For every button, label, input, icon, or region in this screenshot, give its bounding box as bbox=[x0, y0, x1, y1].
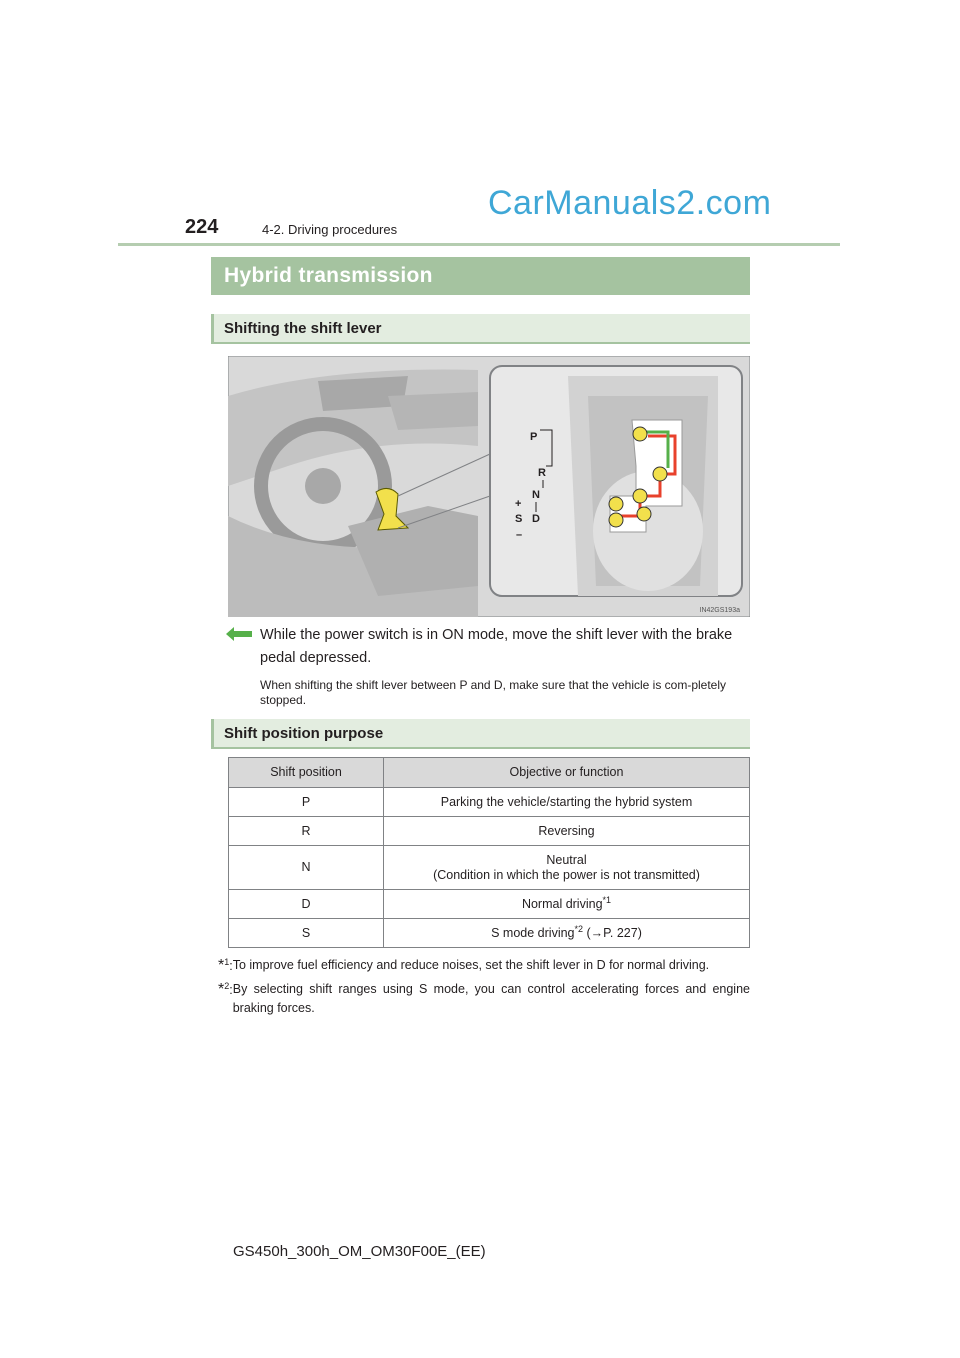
cell-position: D bbox=[229, 890, 384, 919]
cell-function-main: Neutral bbox=[546, 852, 587, 867]
cell-function: Reversing bbox=[384, 817, 750, 846]
subheading-purpose: Shift position purpose bbox=[224, 724, 384, 742]
shift-lever-illustration bbox=[228, 356, 750, 617]
gate-label-r: R bbox=[538, 467, 546, 479]
figure-code: IN42GS193a bbox=[699, 607, 740, 614]
gate-label-n: N bbox=[532, 489, 540, 501]
table-row bbox=[229, 890, 750, 919]
footnote-sep: : bbox=[229, 983, 233, 997]
cell-function: Parking the vehicle/starting the hybrid system bbox=[384, 788, 750, 817]
footnote-number: 1 bbox=[224, 956, 230, 967]
subheading-bar-shifting bbox=[211, 314, 750, 344]
main-heading-bar bbox=[211, 257, 750, 295]
cell-position: R bbox=[229, 817, 384, 846]
cell-function-main: S mode driving bbox=[491, 925, 575, 940]
subheading-shifting: Shifting the shift lever bbox=[224, 319, 382, 337]
footnote bbox=[218, 956, 750, 976]
section-title: 4-2. Driving procedures bbox=[262, 222, 398, 237]
cell-function bbox=[384, 846, 750, 890]
gate-label-p: P bbox=[530, 431, 538, 443]
instruction-text: While the power switch is in ON mode, move the shift lever with the brake pedal depressed. bbox=[260, 627, 733, 666]
column-header-function: Objective or function bbox=[384, 758, 750, 788]
footnote-sep: : bbox=[229, 959, 233, 973]
page-number: 224 bbox=[185, 216, 219, 238]
cell-position: S bbox=[229, 919, 384, 948]
table-row bbox=[229, 919, 750, 948]
subheading-bar-purpose bbox=[211, 719, 750, 749]
table-row bbox=[229, 846, 750, 890]
footnote-number: 2 bbox=[224, 980, 230, 991]
gate-label-plus: + bbox=[515, 498, 522, 510]
note-text: When shifting the shift lever between P and D, make sure that the vehicle is com-pletely stopped. bbox=[260, 678, 727, 707]
footnote-ref: *2 bbox=[574, 923, 584, 934]
footnote-text: To improve fuel efficiency and reduce noises, set the shift lever in D for normal driving. bbox=[232, 958, 710, 972]
column-header-position: Shift position bbox=[229, 758, 384, 788]
footnote-text: By selecting shift ranges using S mode, you can control accelerating forces and engine braking forces. bbox=[232, 982, 750, 1015]
table-row bbox=[229, 817, 750, 846]
cell-function bbox=[384, 919, 750, 948]
cell-function bbox=[384, 890, 750, 919]
left-arrow-icon bbox=[226, 627, 252, 641]
cell-function-sub: (Condition in which the power is not transmitted) bbox=[433, 867, 700, 882]
cell-position: N bbox=[229, 846, 384, 890]
cell-function-main: Normal driving bbox=[521, 896, 603, 911]
page-reference: (→P. 227) bbox=[586, 925, 642, 940]
cell-position: P bbox=[229, 788, 384, 817]
shift-position-table bbox=[228, 757, 750, 948]
gate-label-d: D bbox=[532, 513, 540, 525]
footnote-ref: *1 bbox=[602, 894, 612, 905]
footnote bbox=[218, 980, 750, 1018]
footnote-star: * bbox=[218, 981, 225, 998]
main-heading: Hybrid transmission bbox=[224, 264, 433, 287]
table-header-row bbox=[229, 758, 750, 788]
gate-label-s: S bbox=[515, 513, 523, 525]
watermark: CarManuals2.com bbox=[488, 184, 772, 222]
header-rule bbox=[118, 243, 840, 246]
footnote-star: * bbox=[218, 957, 225, 974]
footer-code: GS450h_300h_OM_OM30F00E_(EE) bbox=[233, 1243, 486, 1260]
gate-label-minus: – bbox=[516, 529, 523, 541]
table-row bbox=[229, 788, 750, 817]
